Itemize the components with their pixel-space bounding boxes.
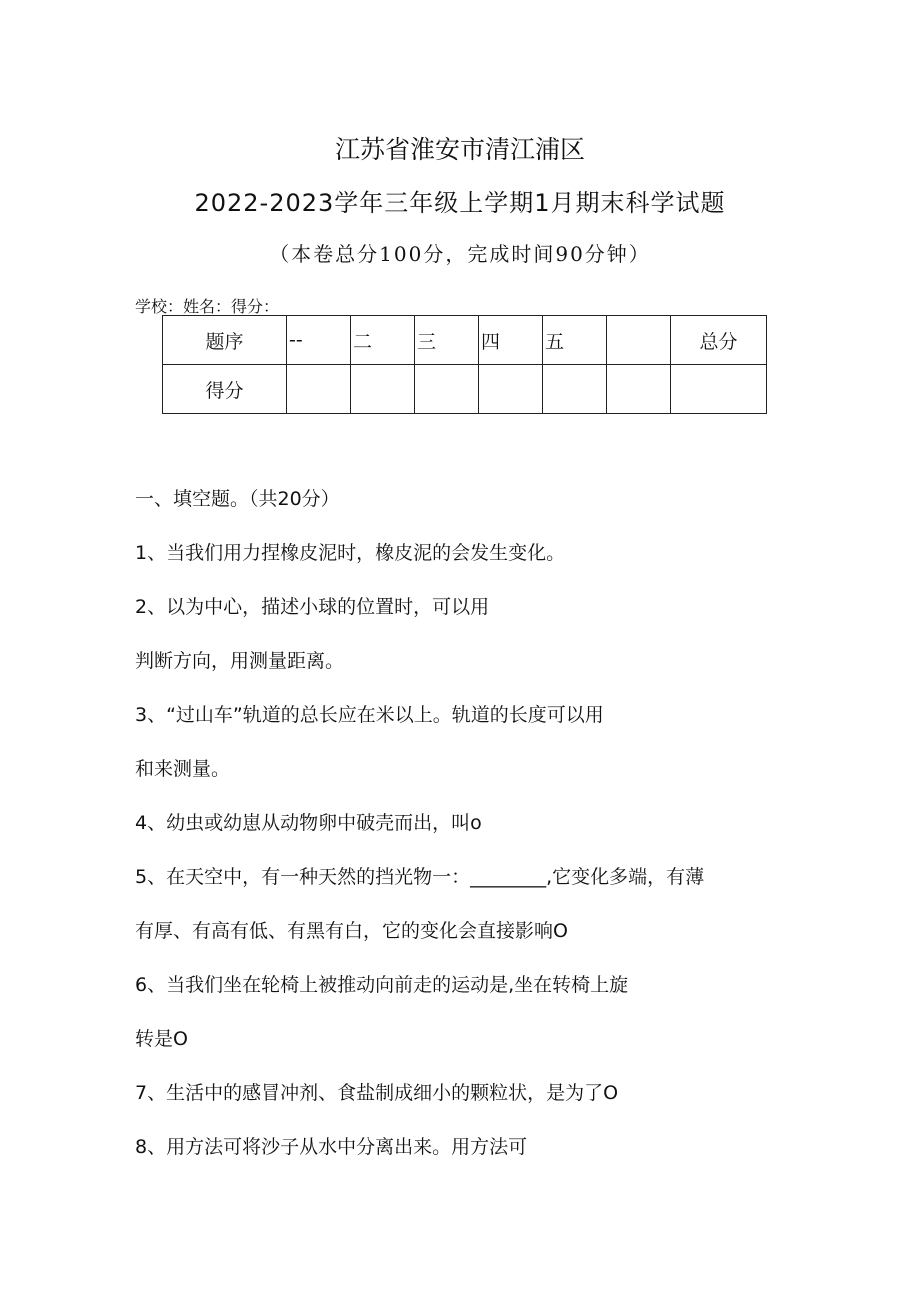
question-line: 2、以为中心，描述小球的位置时，可以用 [135,596,490,618]
score-table-total-cell [671,365,767,414]
document-title-exam: 2022-2023学年三年级上学期1月期末科学试题 [194,189,726,217]
score-table-cell [351,365,415,414]
score-table-cell [287,365,351,414]
question-line: 有厚、有高有低、有黑有白，它的变化会直接影响O [135,920,568,942]
score-table-cell [543,365,607,414]
section-heading: 一、填空题。（共20分） [135,488,340,510]
score-table-cell: 二 [351,316,415,365]
score-table-row-label: 题序 [163,316,287,365]
score-table-cell [415,365,479,414]
score-table-row-label: 得分 [163,365,287,414]
question-line: 5、在天空中，有一种天然的挡光物一：________,它变化多端，有薄 [135,866,705,888]
question-line: 1、当我们用力捏橡皮泥时，橡皮泥的会发生变化。 [135,542,566,564]
score-table-cell: 五 [543,316,607,365]
document-subtitle: （本卷总分100分，完成时间90分钟） [269,242,651,266]
score-table-header-row [163,316,767,365]
score-table-score-row [163,365,767,414]
question-line: 4、幼虫或幼崽从动物卵中破壳而出，叫o [135,812,482,834]
question-line: 6、当我们坐在轮椅上被推动向前走的运动是,坐在转椅上旋 [135,974,629,996]
question-line: 判断方向，用测量距离。 [135,650,345,672]
score-table-cell [479,365,543,414]
score-table-total-header: 总分 [671,316,767,365]
score-table-cell [607,316,671,365]
score-table-cell [607,365,671,414]
document-title-region: 江苏省淮安市清江浦区 [334,135,585,164]
question-line: 8、用方法可将沙子从水中分离出来。用方法可 [135,1136,528,1158]
score-table-cell: 四 [479,316,543,365]
question-line: 转是O [135,1028,188,1050]
score-table-cell: -- [287,316,351,365]
question-line: 7、生活中的感冒冲剂、食盐制成细小的颗粒状，是为了O [135,1082,619,1104]
score-table [162,315,767,414]
score-table-cell: 三 [415,316,479,365]
question-line: 和来测量。 [135,758,231,780]
question-line: 3、“过山车”轨道的总长应在米以上。轨道的长度可以用 [135,704,604,726]
student-info-line: 学校：姓名：得分： [135,297,280,316]
